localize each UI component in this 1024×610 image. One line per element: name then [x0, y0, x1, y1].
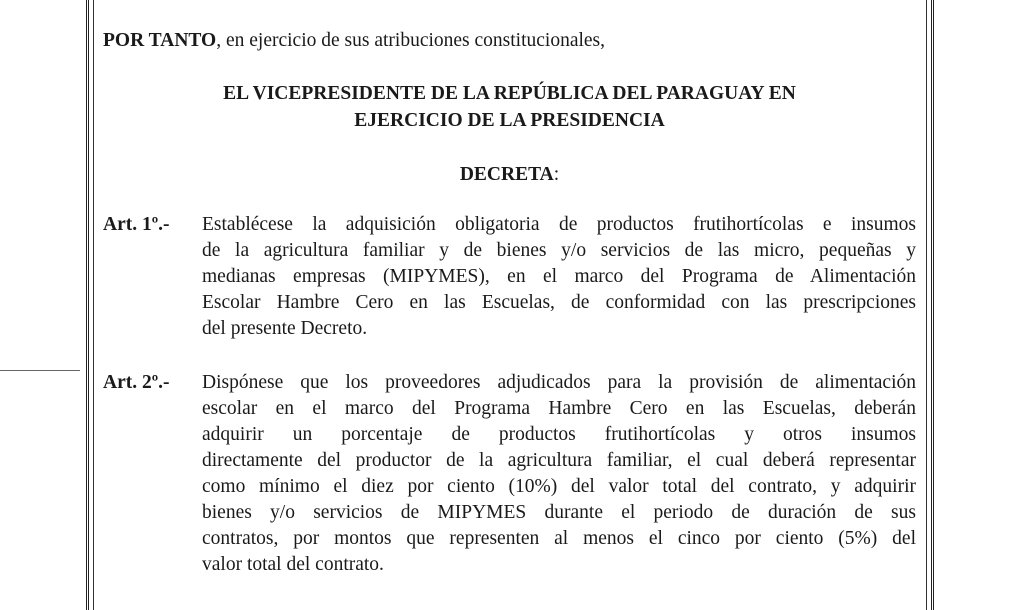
margin-rule: [0, 370, 80, 371]
article-2-line: escolar en el marco del Programa Hambre Cero en las Escuelas, deberán: [202, 398, 916, 419]
article-1-line: Establécese la adquisición obligatoria de productos frutihortícolas e insumos: [202, 214, 916, 235]
article-1-text: [202, 212, 916, 342]
article-2-line: directamente del productor de la agricultura familiar, el cual deberá representar: [202, 450, 916, 471]
decreta-title: [103, 162, 916, 188]
decreta-bold: DECRETA: [459, 164, 554, 185]
decree-heading: [103, 80, 916, 134]
article-1-line: Escolar Hambre Cero en las Escuelas, de conformidad con las prescripciones: [202, 292, 916, 313]
heading-line-2: EJERCICIO DE LA PRESIDENCIA: [354, 110, 665, 131]
article-1-line: del presente Decreto.: [202, 318, 368, 339]
por-tanto-bold: POR TANTO: [103, 30, 217, 51]
article-1-line: medianas empresas (MIPYMES), en el marco del Programa de Alimentación: [202, 266, 916, 287]
article-2-line: valor total del contrato.: [202, 554, 384, 575]
article-2-label: Art. 2º.-: [103, 372, 170, 393]
por-tanto-clause: [103, 28, 605, 54]
article-2-line: adquirir un porcentaje de productos frutihortícolas y otros insumos: [202, 424, 916, 445]
article-2-line: Dispónese que los proveedores adjudicados para la provisión de alimentación: [202, 372, 916, 393]
article-1-label: Art. 1º.-: [103, 214, 170, 235]
por-tanto-text: , en ejercicio de sus atribuciones constitucionales,: [216, 30, 606, 51]
decreta-colon: :: [553, 164, 560, 185]
article-2-line: como mínimo el diez por ciento (10%) del valor total del contrato, y adquirir: [202, 476, 916, 497]
article-2-line: contratos, por montos que representen al menos el cinco por ciento (5%) del: [202, 528, 916, 549]
article-1-line: de la agricultura familiar y de bienes y/o servicios de las micro, pequeñas y: [202, 240, 916, 261]
heading-line-1: EL VICEPRESIDENTE DE LA REPÚBLICA DEL PARAGUAY EN: [223, 83, 796, 104]
article-2-text: [202, 370, 916, 578]
article-2-line: bienes y/o servicios de MIPYMES durante el periodo de duración de sus: [202, 502, 916, 523]
